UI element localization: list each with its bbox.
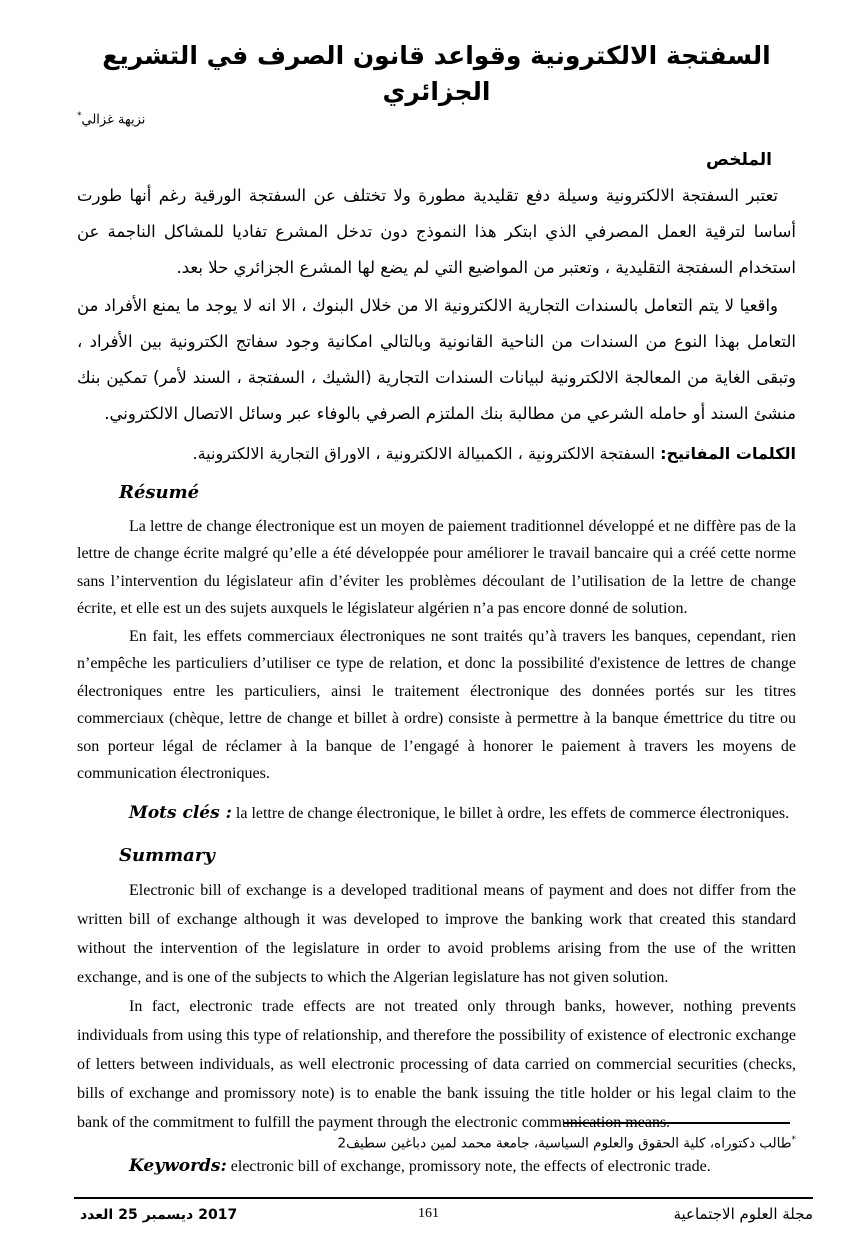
arabic-abstract-heading: الملخص — [706, 149, 772, 170]
english-keywords-line — [77, 1154, 796, 1179]
footnote-separator-rule — [564, 1122, 790, 1124]
arabic-keywords-line — [77, 442, 796, 466]
english-abstract-section — [77, 844, 796, 1179]
footer-issue-number: 25 — [118, 1207, 138, 1223]
resume-paragraph-2: En fait, les effets commerciaux électroniques ne sont traités qu’à travers les banques, cependant, rien n’empêche les particuliers d’utiliser ce type de relation, et donc la possibilité d'existence de lettres de change électroniques entre les particuliers, ainsi le traitement électronique des données portés sur les titres commerciaux (chèque, lettre de change et billet à ordre) consiste à permettre à la banque émettrice du titre ou son porteur légal de réclamer à la banque de l’engagé à honorer le paiement à travers les moyens de communication électroniques. — [77, 627, 796, 783]
footnote-body: طالب دكتوراه، كلية الحقوق والعلوم السياسية، جامعة محمد لمين دباغين سطيف2 — [337, 1135, 792, 1152]
summary-paragraph-2: In fact, electronic trade effects are not treated only through banks, however, nothing prevents individuals from using this type of relationship, and therefore the possibility of existence of electronic exchange of letters between individuals, as well electronic processing of data carried on commercial securities (checks, bills of exchange and promissory note) is to enable the bank issuing the title holder or his legal claim to the bank of the commitment to fulfill the payment through the electronic communication means. — [77, 997, 796, 1131]
footnote-marker: * — [791, 1135, 796, 1145]
arabic-abstract-paragraph-1: تعتبر السفتجة الالكترونية وسيلة دفع تقليدية مطورة ولا تختلف عن السفتجة الورقية رغم أنها طورت أساسا لترقية العمل المصرفي الذي ابتكر هذا النموذج دون تدخل المشرع تفاديا للمشاكل الناجمة عن استخدام السفتجة التقليدية ، وتعتبر من المواضيع التي لم يضع لها المشرع الجزائري حلا بعد. — [77, 185, 796, 277]
footer-issue-label: العدد — [80, 1207, 114, 1223]
french-keywords-line — [77, 801, 796, 826]
footer-issue — [80, 1207, 237, 1223]
page-content — [0, 38, 852, 1179]
arabic-abstract-section — [77, 147, 796, 466]
footer-page-number: 161 — [418, 1206, 439, 1221]
resume-paragraph-1: La lettre de change électronique est un moyen de paiement traditionnel développé et ne diffère pas de la lettre de change écrite malgré qu’elle a été développée pour améliorer le travail bancaire qui a créé cette norme sans l’intervention du législateur afin d’éviter les problèmes découlant de l’utilisation de la lettre de change écrite, et elle est un des sujets auxquels le législateur algérien n’a pas encore donné de solution. — [77, 517, 796, 618]
footer-issue-year: 2017 — [198, 1207, 238, 1223]
footnote-line — [77, 1130, 796, 1154]
author-name: نزيهة غزالي — [81, 111, 146, 127]
author-footnote-marker: * — [77, 110, 82, 121]
english-keywords-text: electronic bill of exchange, promissory note, the effects of electronic trade. — [230, 1157, 711, 1175]
article-title: السفتجة الالكترونية وقواعد قانون الصرف في التشريع الجزائري — [102, 41, 771, 107]
footer-issue-month: ديسمبر — [142, 1207, 194, 1223]
french-abstract-section — [77, 481, 796, 826]
arabic-abstract-paragraph-2: واقعيا لا يتم التعامل بالسندات التجارية الالكترونية الا من خلال البنوك ، الا انه لا يوجد ما يمنع الأفراد من التعامل بهذا النوع من السندات من الناحية القانونية وبالتالي امكانية وجود سفاتج الكترونية بين الأفراد ، وتبقى الغاية من المعالجة الالكترونية لبيانات السندات التجارية (الشيك ، السفتجة ، السند لأمر) تمكين بنك منشئ السند أو حامله الشرعي من مطالبة بنك الملتزم الصرفي بالوفاء عبر وسائل الاتصال الالكتروني. — [77, 295, 796, 423]
author-line — [77, 111, 796, 127]
footer-journal-title: مجلة العلوم الاجتماعية — [673, 1205, 813, 1223]
summary-heading: Summary — [119, 844, 215, 866]
summary-paragraph-1: Electronic bill of exchange is a developed traditional means of payment and does not differ from the written bill of exchange although it was developed to improve the banking work that created this standard without the intervention of the legislature in order to avoid problems arising from the use of the written exchange, and is one of the subjects to which the Algerian legislature has not given solution. — [77, 881, 796, 986]
french-keywords-label: Mots clés : — [129, 802, 232, 823]
resume-heading: Résumé — [119, 481, 200, 503]
english-keywords-label: Keywords: — [129, 1155, 227, 1176]
page-footer — [74, 1197, 813, 1223]
arabic-keywords-label: الكلمات المفاتيح: — [660, 443, 796, 463]
arabic-keywords-text: السفتجة الالكترونية ، الكمبيالة الالكترونية ، الاوراق التجارية الالكترونية. — [192, 443, 655, 463]
french-keywords-text: la lettre de change électronique, le billet à ordre, les effets de commerce électroniques. — [235, 804, 790, 822]
